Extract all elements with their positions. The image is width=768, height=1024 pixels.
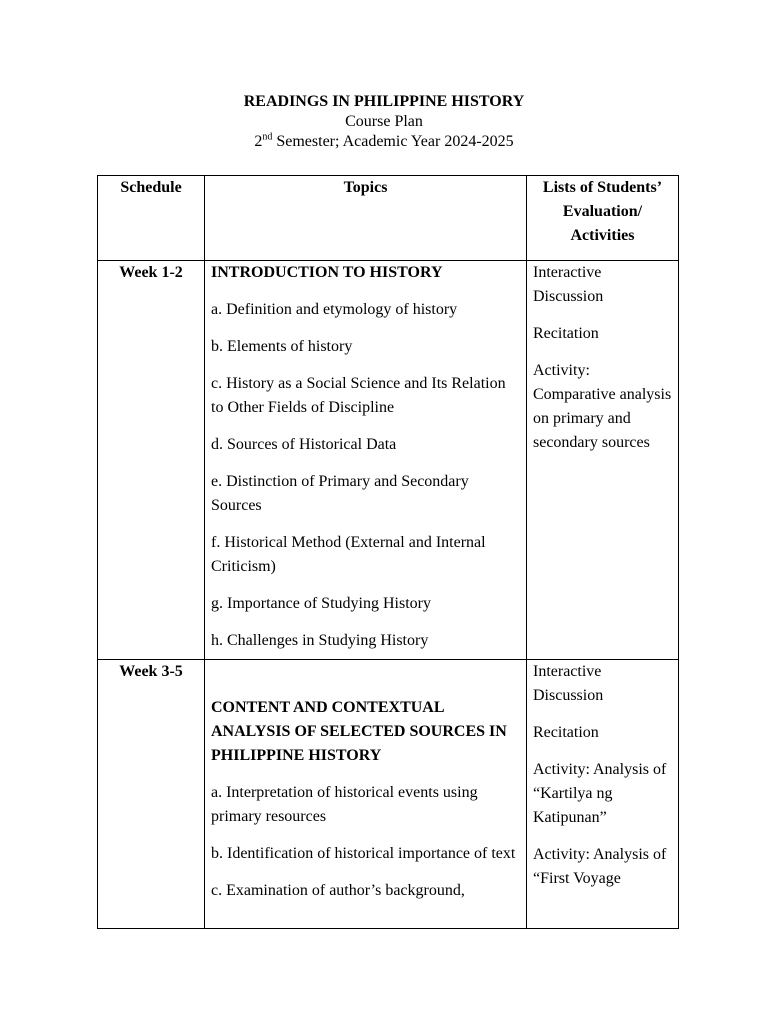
- evaluation-column-header: [527, 176, 679, 261]
- activity-item: Interactive Discussion: [533, 264, 604, 305]
- activity-item: Recitation: [533, 724, 599, 741]
- course-title: READINGS IN PHILIPPINE HISTORY: [243, 93, 525, 110]
- semester-line: [0, 132, 768, 152]
- topics-cell: [205, 660, 527, 929]
- topics-cell: [205, 261, 527, 660]
- topic-item: c. Examination of author’s background,: [211, 882, 465, 899]
- topic-item: f. Historical Method (External and Internal Criticism): [211, 534, 486, 575]
- evaluation-header-line2: Evaluation/: [562, 203, 643, 220]
- topic-item: e. Distinction of Primary and Secondary Sources: [211, 473, 469, 514]
- table-header-row: [98, 176, 679, 261]
- topic-item: a. Interpretation of historical events using primary resources: [211, 784, 478, 825]
- semester-text: Semester; Academic Year 2024-2025: [272, 133, 514, 150]
- topic-heading: INTRODUCTION TO HISTORY: [211, 264, 443, 281]
- topic-item: c. History as a Social Science and Its Relation to Other Fields of Discipline: [211, 375, 506, 416]
- activity-item: Activity: Analysis of “Kartilya ng Katipunan”: [533, 761, 667, 826]
- week-label: Week 3-5: [119, 663, 183, 680]
- topic-item: a. Definition and etymology of history: [211, 301, 458, 318]
- activities-cell: [527, 261, 679, 660]
- schedule-column-header: Schedule: [98, 176, 205, 261]
- week-label: Week 1-2: [119, 264, 183, 281]
- activities-cell: [527, 660, 679, 929]
- course-subtitle: Course Plan: [345, 113, 423, 130]
- activity-item: Activity: Comparative analysis on primary and secondary sources: [533, 362, 672, 451]
- semester-suffix: nd: [262, 131, 273, 143]
- evaluation-header-line3: Activities: [570, 227, 635, 244]
- document-header: [0, 92, 768, 152]
- topic-item: b. Identification of historical importance of text: [211, 845, 516, 862]
- topic-heading: CONTENT AND CONTEXTUAL ANALYSIS OF SELECTED SOURCES IN PHILIPPINE HISTORY: [211, 699, 507, 764]
- semester-number: 2: [254, 133, 263, 150]
- activity-item: Interactive Discussion: [533, 663, 604, 704]
- topic-item: b. Elements of history: [211, 338, 353, 355]
- table-row: [98, 660, 679, 929]
- activity-item: Activity: Analysis of “First Voyage: [533, 846, 667, 887]
- topics-column-header: Topics: [205, 176, 527, 261]
- activity-item: Recitation: [533, 325, 599, 342]
- week-cell: [98, 660, 205, 929]
- table-row: [98, 261, 679, 660]
- topic-item: d. Sources of Historical Data: [211, 436, 397, 453]
- week-cell: [98, 261, 205, 660]
- evaluation-header-line1: Lists of Students’: [542, 179, 663, 196]
- topic-item: h. Challenges in Studying History: [211, 632, 429, 649]
- topic-item: g. Importance of Studying History: [211, 595, 431, 612]
- course-plan-table: [97, 175, 679, 929]
